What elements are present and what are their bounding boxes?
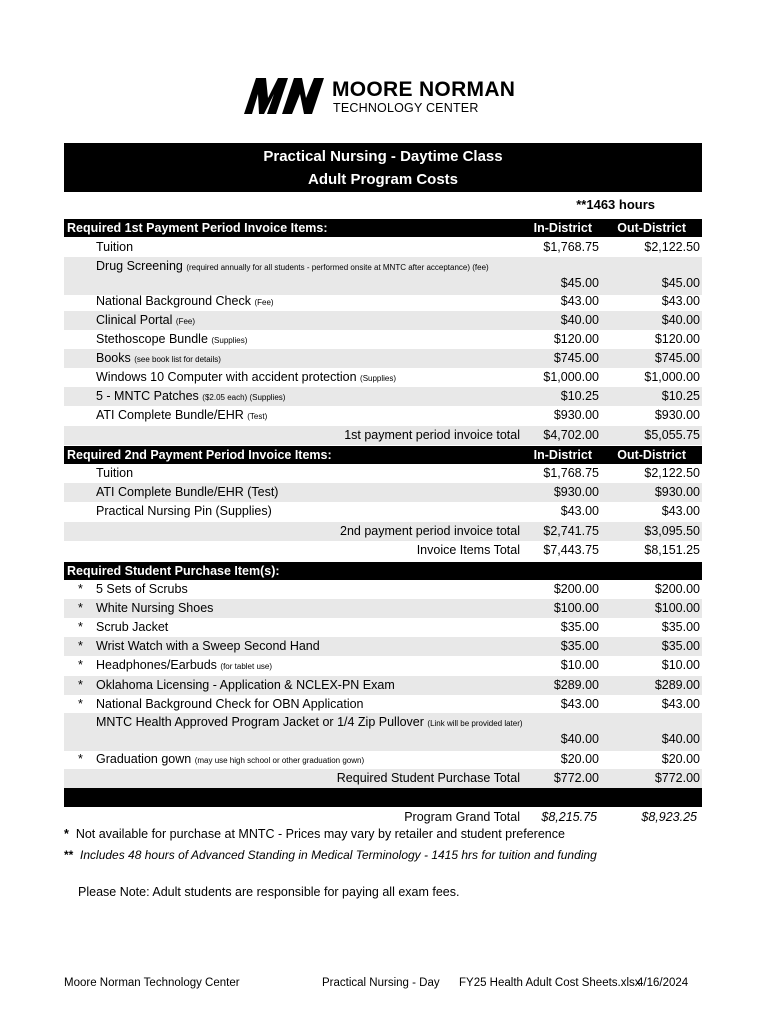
in-district-cost: $1,000.00 xyxy=(543,370,599,384)
out-district-cost: $3,095.50 xyxy=(644,524,700,538)
out-district-cost: $43.00 xyxy=(661,504,700,518)
out-district-cost: $289.00 xyxy=(654,678,700,692)
program-hours: **1463 hours xyxy=(576,197,655,212)
divider-bar xyxy=(64,788,702,807)
subtotal-label: 1st payment period invoice total xyxy=(344,428,520,442)
in-district-cost: $4,702.00 xyxy=(543,428,599,442)
asterisk-marker: * xyxy=(78,620,83,634)
in-district-cost: $289.00 xyxy=(553,678,599,692)
table-row xyxy=(64,580,702,599)
footnote-double-asterisk xyxy=(64,848,597,862)
asterisk-marker: * xyxy=(78,752,83,766)
item-note: (Fee) xyxy=(254,298,274,307)
subtotal-row xyxy=(64,769,702,788)
out-district-cost: $120.00 xyxy=(654,332,700,346)
item-label: Oklahoma Licensing - Application & NCLEX-PN Exam xyxy=(96,678,395,692)
item-note: (for tablet use) xyxy=(220,662,272,671)
out-district-cost: $930.00 xyxy=(654,408,700,422)
asterisk-marker: * xyxy=(78,678,83,692)
column-header-out-district: Out-District xyxy=(617,221,686,235)
item-name: Graduation gown xyxy=(96,752,192,766)
footnote-mark: ** xyxy=(64,848,74,862)
table-row xyxy=(64,637,702,656)
title-banner xyxy=(64,143,702,192)
item-name: Clinical Portal xyxy=(96,313,173,327)
out-district-cost: $43.00 xyxy=(661,294,700,308)
table-row xyxy=(64,349,702,368)
in-district-grand-total: $8,215.75 xyxy=(541,810,597,824)
item-name: Books xyxy=(96,351,131,365)
out-district-cost: $772.00 xyxy=(654,771,700,785)
table-row xyxy=(64,676,702,695)
column-header-out-district: Out-District xyxy=(617,448,686,462)
in-district-cost: $10.25 xyxy=(560,389,599,403)
in-district-cost: $930.00 xyxy=(553,408,599,422)
asterisk-marker: * xyxy=(78,601,83,615)
out-district-cost: $200.00 xyxy=(654,582,700,596)
item-label: National Background Check for OBN Application xyxy=(96,697,364,711)
footnote-mark: * xyxy=(64,827,69,841)
item-note: (Test) xyxy=(247,412,268,421)
item-name: Stethoscope Bundle xyxy=(96,332,208,346)
in-district-cost: $35.00 xyxy=(560,620,599,634)
item-name: Drug Screening xyxy=(96,259,183,273)
table-row xyxy=(64,713,702,751)
out-district-cost: $20.00 xyxy=(661,752,700,766)
out-district-cost: $35.00 xyxy=(661,639,700,653)
item-name: National Background Check xyxy=(96,294,251,308)
in-district-cost: $7,443.75 xyxy=(543,543,599,557)
item-note: ($2.05 each) (Supplies) xyxy=(202,393,286,402)
out-district-cost: $10.00 xyxy=(661,658,700,672)
section-header-student-purchase xyxy=(64,562,702,580)
table-row xyxy=(64,406,702,425)
column-header-in-district: In-District xyxy=(533,448,592,462)
in-district-cost: $40.00 xyxy=(560,313,599,327)
item-name: MNTC Health Approved Program Jacket or 1/4 Zip Pullover xyxy=(96,715,424,729)
out-district-cost: $8,151.25 xyxy=(644,543,700,557)
footer-date: 4/16/2024 xyxy=(637,977,689,989)
in-district-cost: $120.00 xyxy=(553,332,599,346)
table-row xyxy=(64,257,702,295)
table-row xyxy=(64,750,702,769)
in-district-cost: $745.00 xyxy=(553,351,599,365)
out-district-cost: $40.00 xyxy=(661,732,700,746)
item-note: (Supplies) xyxy=(211,336,248,345)
in-district-cost: $100.00 xyxy=(553,601,599,615)
item-name: Headphones/Earbuds xyxy=(96,658,217,672)
table-row xyxy=(64,330,702,349)
in-district-cost: $930.00 xyxy=(553,485,599,499)
in-district-cost: $43.00 xyxy=(560,697,599,711)
asterisk-marker: * xyxy=(78,639,83,653)
footnote-text: Includes 48 hours of Advanced Standing in Medical Terminology - 1415 hrs for tuition and funding xyxy=(80,848,597,862)
out-district-cost: $2,122.50 xyxy=(644,466,700,480)
table-row xyxy=(64,483,702,502)
out-district-cost: $10.25 xyxy=(661,389,700,403)
in-district-cost: $40.00 xyxy=(560,732,599,746)
section-title: Required 1st Payment Period Invoice Items: xyxy=(67,221,328,235)
section-header-2nd-payment xyxy=(64,446,702,464)
item-label: Wrist Watch with a Sweep Second Hand xyxy=(96,639,320,653)
out-district-cost: $100.00 xyxy=(654,601,700,615)
item-note: (Fee) xyxy=(175,317,196,326)
out-district-cost: $35.00 xyxy=(661,620,700,634)
in-district-cost: $20.00 xyxy=(560,752,599,766)
footnote-text: Not available for purchase at MNTC - Prices may vary by retailer and student preference xyxy=(75,827,565,841)
item-note: (Supplies) xyxy=(360,374,397,383)
asterisk-marker: * xyxy=(78,658,83,672)
column-header-in-district: In-District xyxy=(533,221,592,235)
out-district-cost: $1,000.00 xyxy=(644,370,700,384)
table-row xyxy=(64,464,702,483)
section-header-1st-payment xyxy=(64,219,702,237)
table-row xyxy=(64,695,702,714)
table-row xyxy=(64,656,702,675)
in-district-cost: $2,741.75 xyxy=(543,524,599,538)
in-district-cost: $10.00 xyxy=(560,658,599,672)
logo-name: MOORE NORMAN xyxy=(332,78,516,101)
table-row xyxy=(64,387,702,406)
out-district-cost: $43.00 xyxy=(661,697,700,711)
item-label: 5 Sets of Scrubs xyxy=(96,582,188,596)
item-name: Windows 10 Computer with accident protection xyxy=(96,370,357,384)
logo xyxy=(244,76,534,118)
item-note: (required annually for all students - performed onsite at MNTC after acceptance) (fee) xyxy=(186,263,489,272)
out-district-cost: $930.00 xyxy=(654,485,700,499)
item-note: (may use high school or other graduation gown) xyxy=(194,756,365,765)
item-label xyxy=(96,715,536,731)
out-district-cost: $5,055.75 xyxy=(644,428,700,442)
section-title: Required Student Purchase Item(s): xyxy=(67,564,280,578)
item-note: (see book list for details) xyxy=(134,355,221,364)
out-district-grand-total: $8,923.25 xyxy=(641,810,697,824)
subtotal-row xyxy=(64,426,702,445)
in-district-cost: $43.00 xyxy=(560,504,599,518)
item-label: Scrub Jacket xyxy=(96,620,169,634)
table-row xyxy=(64,238,702,257)
item-label: Practical Nursing Pin (Supplies) xyxy=(96,504,272,518)
table-row xyxy=(64,599,702,618)
footer-program: Practical Nursing - Day xyxy=(322,977,440,989)
table-row xyxy=(64,292,702,311)
item-label xyxy=(96,259,536,275)
table-row xyxy=(64,368,702,387)
out-district-cost: $45.00 xyxy=(661,276,700,290)
subtotal-label: Required Student Purchase Total xyxy=(336,771,520,785)
table-row xyxy=(64,618,702,637)
in-district-cost: $43.00 xyxy=(560,294,599,308)
out-district-cost: $40.00 xyxy=(661,313,700,327)
page-subtitle: Adult Program Costs xyxy=(307,171,458,188)
item-label: Tuition xyxy=(96,466,134,480)
out-district-cost: $745.00 xyxy=(654,351,700,365)
grand-total-row xyxy=(64,808,702,826)
item-name: ATI Complete Bundle/EHR xyxy=(96,408,244,422)
in-district-cost: $1,768.75 xyxy=(543,466,599,480)
footer-filename: FY25 Health Adult Cost Sheets.xlsx xyxy=(459,977,641,989)
invoice-total-row xyxy=(64,541,702,560)
item-note: (Link will be provided later) xyxy=(427,719,523,728)
in-district-cost: $1,768.75 xyxy=(543,240,599,254)
in-district-cost: $200.00 xyxy=(553,582,599,596)
in-district-cost: $772.00 xyxy=(553,771,599,785)
subtotal-label: 2nd payment period invoice total xyxy=(340,524,520,538)
item-name: 5 - MNTC Patches xyxy=(96,389,199,403)
item-label: ATI Complete Bundle/EHR (Test) xyxy=(96,485,279,499)
asterisk-marker: * xyxy=(78,582,83,596)
footer-organization: Moore Norman Technology Center xyxy=(64,977,240,989)
item-label: White Nursing Shoes xyxy=(96,601,214,615)
out-district-cost: $2,122.50 xyxy=(644,240,700,254)
asterisk-marker: * xyxy=(78,697,83,711)
logo-subtitle: TECHNOLOGY CENTER xyxy=(333,101,479,115)
grand-total-label: Program Grand Total xyxy=(404,810,520,824)
mn-logo-mark-icon xyxy=(244,78,324,114)
table-row xyxy=(64,311,702,330)
table-row xyxy=(64,502,702,521)
item-label: Tuition xyxy=(96,240,134,254)
section-title: Required 2nd Payment Period Invoice Items: xyxy=(67,448,332,462)
subtotal-label: Invoice Items Total xyxy=(416,543,520,557)
footnote-asterisk xyxy=(64,827,565,841)
in-district-cost: $35.00 xyxy=(560,639,599,653)
subtotal-row xyxy=(64,522,702,541)
page-title: Practical Nursing - Daytime Class xyxy=(263,148,503,165)
in-district-cost: $45.00 xyxy=(560,276,599,290)
please-note: Please Note: Adult students are responsible for paying all exam fees. xyxy=(78,885,460,899)
